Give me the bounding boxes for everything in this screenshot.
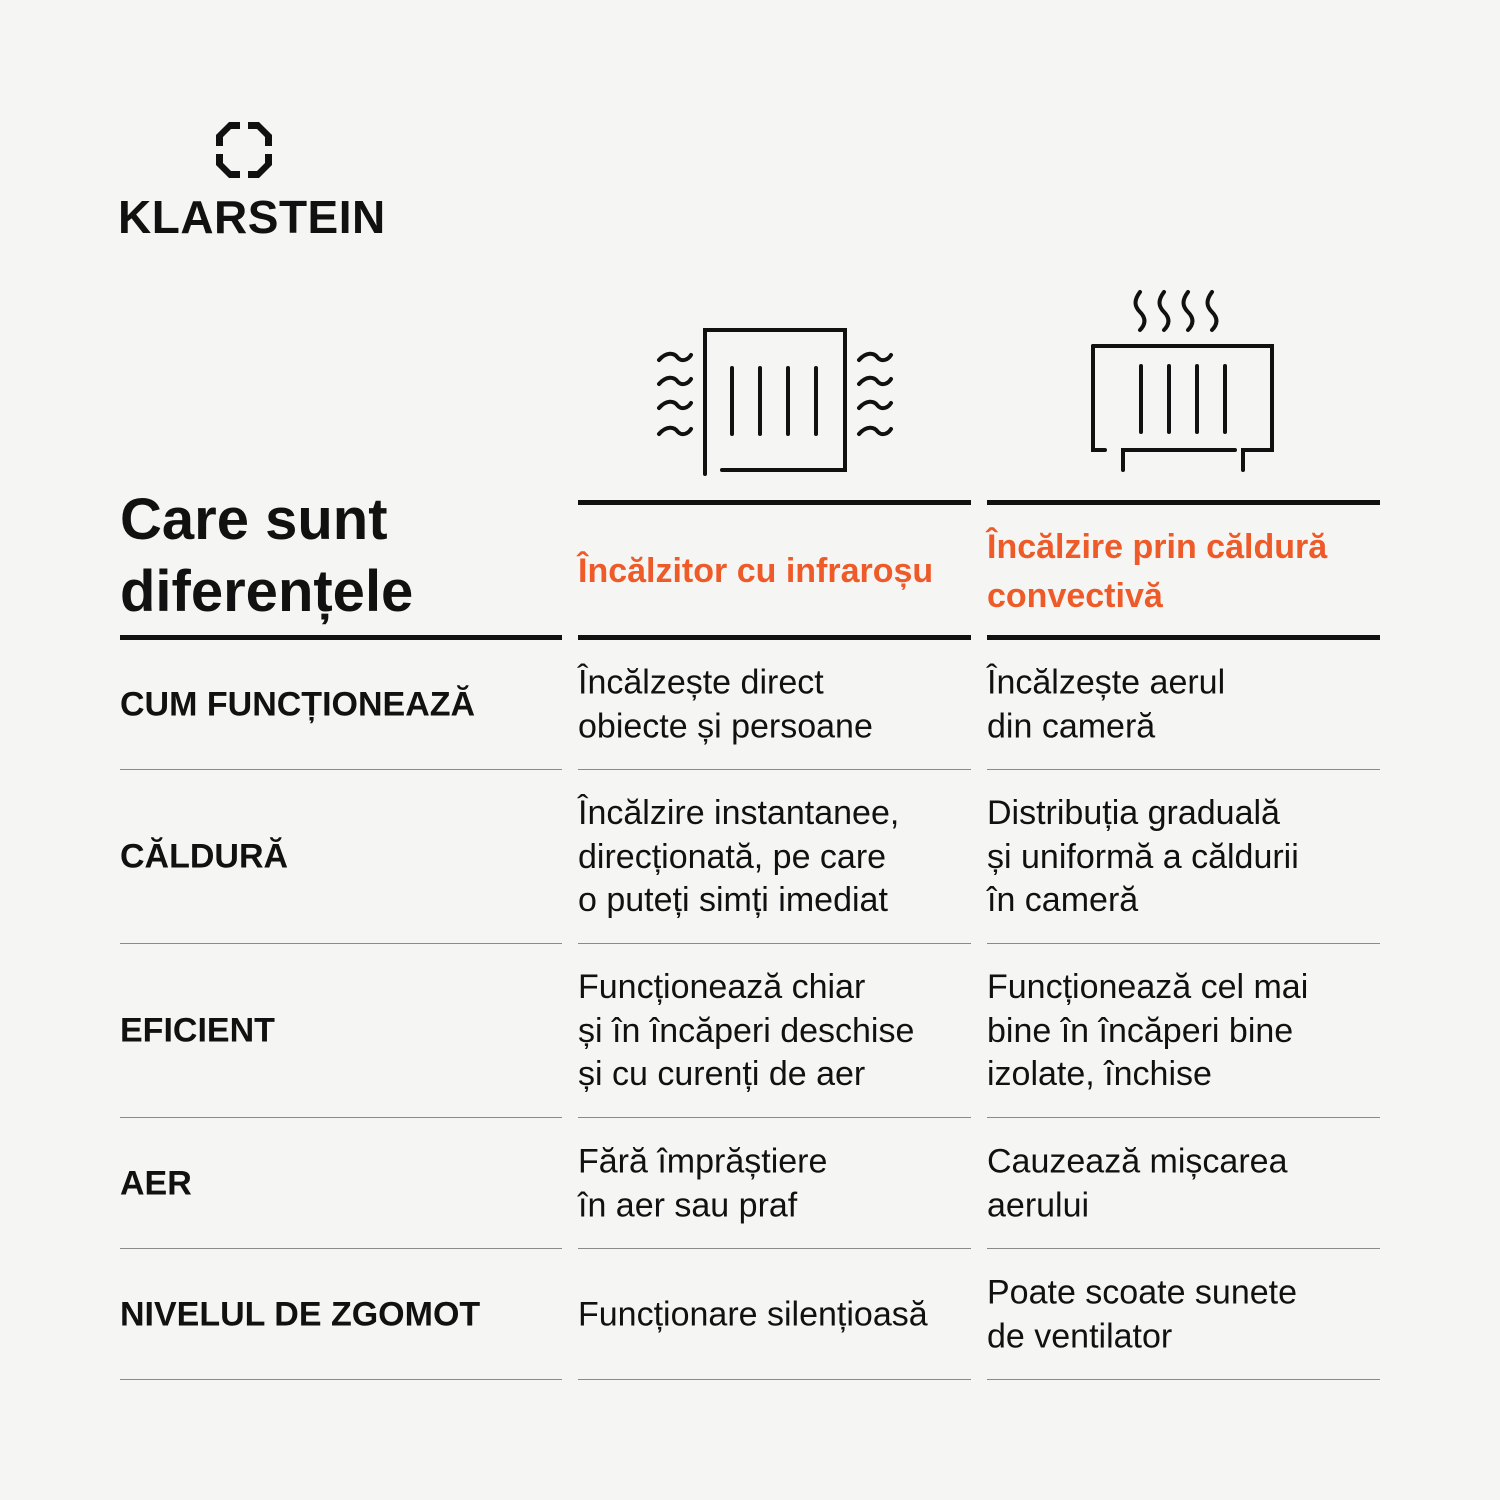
cell-line: obiecte și persoane	[578, 707, 873, 745]
cell-line: Poate scoate sunete	[987, 1273, 1298, 1312]
row-divider	[120, 1248, 562, 1249]
row-divider	[987, 769, 1380, 770]
row-label: CUM FUNCȚIONEAZĂ	[120, 685, 476, 724]
column-header-line: Încălzire prin căldură	[987, 528, 1328, 566]
convection-cell	[987, 1272, 1297, 1359]
cell-line: o puteți simți imediat	[578, 880, 888, 919]
infrared-cell	[578, 1293, 928, 1337]
cell-line: Funcționare silențioasă	[578, 1295, 928, 1334]
cell-line: și în încăperi deschise	[578, 1011, 915, 1050]
page-title-line: Care sunt	[120, 487, 388, 552]
klarstein-logo-icon	[212, 118, 276, 182]
cell-line: Distribuția graduală	[987, 793, 1280, 832]
infrared-cell	[578, 1141, 827, 1228]
row-divider	[578, 1379, 971, 1380]
page-title	[120, 484, 413, 628]
cell-line: Funcționează chiar	[578, 967, 866, 1006]
row-divider	[578, 1117, 971, 1118]
column-top-rule	[578, 500, 971, 505]
infrared-heater-icon	[650, 322, 900, 478]
cell-line: Încălzire instantanee,	[578, 793, 900, 832]
row-divider	[987, 1117, 1380, 1118]
header-rule	[120, 635, 562, 640]
column-header-convection	[987, 523, 1327, 621]
column-header-line: Încălzitor cu infraroșu	[578, 552, 934, 590]
row-label: NIVELUL DE ZGOMOT	[120, 1295, 481, 1334]
row-label: CĂLDURĂ	[120, 837, 289, 876]
cell-line: și cu curenți de aer	[578, 1054, 866, 1093]
cell-line: direcționată, pe care	[578, 837, 887, 876]
column-header-line: convectivă	[987, 577, 1163, 615]
brand-name: KLARSTEIN	[118, 191, 386, 243]
cell-line: din cameră	[987, 707, 1156, 745]
page-title-line: diferențele	[120, 559, 414, 624]
infrared-cell	[578, 792, 899, 923]
column-top-rule	[987, 500, 1380, 505]
row-label: EFICIENT	[120, 1011, 275, 1050]
infrared-cell	[578, 966, 914, 1097]
row-divider	[120, 943, 562, 944]
row-divider	[120, 1117, 562, 1118]
row-divider	[578, 1248, 971, 1249]
row-divider	[987, 1379, 1380, 1380]
convection-heater-icon	[1085, 288, 1281, 474]
row-label: AER	[120, 1164, 192, 1203]
cell-line: Încălzește direct	[578, 663, 824, 702]
cell-line: în cameră	[987, 880, 1139, 919]
convection-cell	[987, 966, 1308, 1097]
header-rule	[578, 635, 971, 640]
cell-line: Cauzează mișcarea	[987, 1142, 1288, 1181]
row-divider	[578, 769, 971, 770]
cell-line: și uniformă a căldurii	[987, 837, 1299, 876]
row-divider	[120, 769, 562, 770]
row-divider	[120, 1379, 562, 1380]
cell-line: Funcționează cel mai	[987, 967, 1309, 1006]
cell-line: aerului	[987, 1186, 1090, 1224]
cell-line: bine în încăperi bine	[987, 1011, 1294, 1050]
infrared-cell	[578, 662, 873, 749]
header-rule	[987, 635, 1380, 640]
cell-line: izolate, închise	[987, 1054, 1212, 1093]
convection-cell	[987, 1141, 1287, 1228]
cell-line: Încălzește aerul	[987, 663, 1226, 702]
column-header-infrared	[578, 547, 933, 596]
row-divider	[578, 943, 971, 944]
row-divider	[987, 943, 1380, 944]
row-divider	[987, 1248, 1380, 1249]
cell-line: de ventilator	[987, 1317, 1173, 1355]
convection-cell	[987, 792, 1299, 923]
cell-line: în aer sau praf	[578, 1186, 798, 1224]
convection-cell	[987, 662, 1225, 749]
cell-line: Fără împrăștiere	[578, 1142, 828, 1181]
